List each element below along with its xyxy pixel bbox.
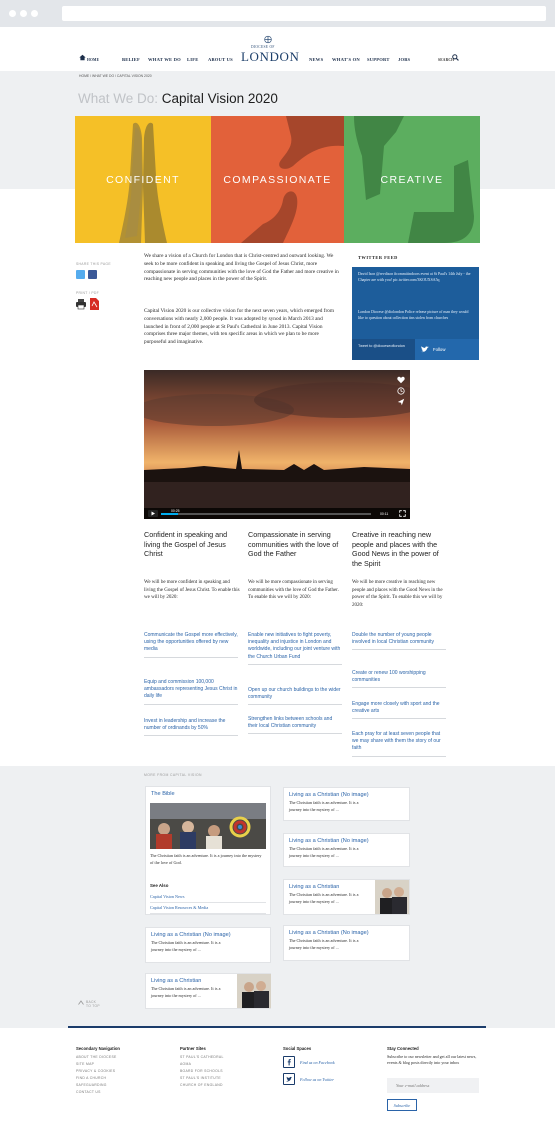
- fullscreen-icon[interactable]: [399, 510, 406, 517]
- intro-paragraph: We share a vision of a Church for London that is Christ-centred and outward looking. We seek to be more confident in speaking and living the Gospel of Jesus Christ, more compassionate in serving communities with the love of God the Father and more creative in reaching new people and places in the power of the Spirit.: [144, 253, 339, 283]
- column-title-confident: Confident in speaking and living the Gospel of Jesus Christ: [144, 530, 228, 559]
- window-dot: [20, 10, 27, 17]
- panel-label-confident: CONFIDENT: [106, 174, 180, 186]
- card-text: The Christian faith is an adventure. It is a journey into the mystery of ...: [289, 938, 359, 950]
- column-link[interactable]: Create or renew 100 worshipping communities: [352, 670, 446, 688]
- facebook-link[interactable]: Find us on Facebook: [300, 1060, 335, 1065]
- card-title[interactable]: Living as a Christian (No image): [289, 930, 369, 936]
- site-header: [0, 27, 555, 71]
- column-link[interactable]: Open up our church buildings to the wider community: [248, 687, 342, 705]
- panel-label-creative: CREATIVE: [380, 174, 444, 186]
- back-to-top-line: BACK: [86, 1000, 97, 1004]
- sunset-video-thumbnail: [144, 370, 410, 519]
- column-lead: We will be more compassionate in serving communities with the love of God the Father. To enable this we will by 2020:: [248, 580, 339, 601]
- like-icon[interactable]: [397, 376, 405, 384]
- play-icon[interactable]: [148, 510, 158, 517]
- footer-link[interactable]: FIND A CHURCH: [76, 1076, 107, 1080]
- card-text: The Christian faith is an adventure. It is a journey into the mystery of ...: [289, 800, 359, 812]
- footer-partner-title: Partner Sites: [180, 1046, 206, 1051]
- window-dot: [31, 10, 38, 17]
- card-text: The Christian faith is an adventure. It is a journey into the mystery of the love of God.: [150, 853, 262, 865]
- nav-home[interactable]: HOME: [87, 58, 100, 62]
- see-also-heading: See Also: [150, 883, 169, 888]
- tweet[interactable]: David Ison @revdison #commitindoors event at St Paul's 14th July - the Chapter are with you! pic.twitter.com/3KOUXSA5q: [358, 272, 471, 282]
- page-title-main: Capital Vision 2020: [161, 91, 278, 106]
- column-link[interactable]: Enable new initiatives to fight poverty, inequality and injustice in London and worldwide, including our joint venture with the Church Urban Fund: [248, 632, 342, 665]
- card-title[interactable]: Living as a Christian (No image): [289, 838, 369, 844]
- search-label[interactable]: SEARCH: [438, 58, 455, 62]
- back-to-top-link[interactable]: [86, 1000, 100, 1009]
- video-time: 00:25: [171, 509, 180, 513]
- clergy-photo: [237, 974, 271, 1008]
- tweet-to-button[interactable]: [352, 339, 415, 360]
- tweet[interactable]: London Diocese @diolondon Police release picture of man they would like to question about collection tins stolen from churches: [358, 310, 469, 320]
- logo-subtitle: DIOCESE OF: [251, 45, 275, 49]
- newsletter-description: Subscribe to our newsletter and get all our latest news, events & blog posts directly into your inbox: [387, 1054, 477, 1065]
- subscribe-button[interactable]: Subscribe: [387, 1099, 417, 1111]
- footer-link[interactable]: SITE MAP: [76, 1062, 95, 1066]
- nav-what-we-do[interactable]: WHAT WE DO: [148, 57, 181, 62]
- footer-link[interactable]: ST PAUL'S INSTITUTE: [180, 1076, 221, 1080]
- footer-link[interactable]: ST PAUL'S CATHEDRAL: [180, 1055, 224, 1059]
- panel-label-compassionate: COMPASSIONATE: [223, 174, 332, 186]
- footer-secondary-title: Secondary Navigation: [76, 1046, 120, 1051]
- card-text: The Christian faith is an adventure. It is a journey into the mystery of ...: [289, 892, 359, 904]
- video-player[interactable]: [144, 370, 410, 519]
- congregation-photo: [150, 803, 266, 849]
- card-text: The Christian faith is an adventure. It is a journey into the mystery of ...: [151, 986, 221, 998]
- column-link[interactable]: Invest in leadership and increase the number of ordinands by 50%: [144, 718, 238, 736]
- facebook-icon[interactable]: [283, 1056, 295, 1068]
- panel-confident[interactable]: [75, 116, 211, 243]
- nav-whats-on[interactable]: WHAT'S ON: [332, 57, 360, 62]
- panel-creative[interactable]: [344, 116, 480, 243]
- footer-divider: [68, 1026, 486, 1028]
- twitter-follow-button[interactable]: [415, 339, 479, 360]
- footer-link[interactable]: CONTACT US: [76, 1090, 101, 1094]
- share-label: SHARE THIS PAGE: [76, 262, 111, 266]
- up-arrow-icon[interactable]: [78, 1000, 84, 1005]
- column-lead: We will be more confident in speaking and living the Gospel of Jesus Christ. To enable this we will by 2020:: [144, 580, 240, 601]
- more-heading: MORE FROM CAPITAL VISION: [144, 773, 202, 777]
- column-link[interactable]: Double the number of young people involved in local Christian community: [352, 632, 446, 650]
- card-title[interactable]: Living as a Christian (No image): [289, 792, 369, 798]
- video-progress-fill: [161, 513, 178, 515]
- pdf-icon[interactable]: [89, 298, 100, 310]
- card-text: The Christian faith is an adventure. It is a journey into the mystery of ...: [289, 846, 359, 858]
- column-lead: We will be more creative in reaching new people and places with the Good News in the power of the Spirit. To enable this we will by 2020:: [352, 580, 443, 608]
- column-link[interactable]: Communicate the Gospel more effectively, using the opportunities offered by new media: [144, 632, 238, 658]
- more-section: [0, 766, 555, 1028]
- home-icon[interactable]: [79, 54, 86, 61]
- footer-link[interactable]: BOARD FOR SCHOOLS: [180, 1069, 223, 1073]
- card-text: The Christian faith is an adventure. It is a journey into the mystery of ...: [151, 940, 221, 952]
- share-icon[interactable]: [397, 398, 405, 406]
- watch-later-icon[interactable]: [397, 387, 405, 395]
- twitter-share-icon[interactable]: [76, 270, 85, 279]
- video-duration: 00:11: [380, 512, 389, 516]
- browser-chrome: [0, 0, 555, 27]
- card-title[interactable]: Living as a Christian (No image): [151, 932, 231, 938]
- column-link[interactable]: Strengthen links between schools and their local Christian community: [248, 716, 342, 734]
- clergy-photo: [375, 880, 409, 914]
- nav-about-us[interactable]: ABOUT US: [208, 57, 233, 62]
- twitter-icon[interactable]: [283, 1073, 295, 1085]
- print-icon[interactable]: [75, 298, 87, 310]
- footer-link[interactable]: AOMA: [180, 1062, 192, 1066]
- cross-icon: [264, 35, 272, 44]
- back-to-top-line: TO TOP: [86, 1004, 100, 1009]
- twitter-bird-icon: [421, 346, 429, 353]
- nav-jobs[interactable]: JOBS: [398, 57, 411, 62]
- card-title[interactable]: Living as a Christian: [289, 884, 340, 890]
- footer-link[interactable]: SAFEGUARDING: [76, 1083, 107, 1087]
- page-title: [78, 91, 278, 106]
- card-title[interactable]: Living as a Christian: [151, 978, 202, 984]
- print-label: PRINT / PDF: [76, 291, 100, 295]
- footer-link[interactable]: CHURCH OF ENGLAND: [180, 1083, 223, 1087]
- nav-life[interactable]: LIFE: [187, 57, 199, 62]
- panel-compassionate[interactable]: [211, 116, 344, 243]
- nav-support[interactable]: SUPPORT: [367, 57, 390, 62]
- see-also-link[interactable]: Capital Vision News: [150, 894, 266, 903]
- logo[interactable]: LONDON: [241, 49, 300, 64]
- footer-link[interactable]: PRIVACY & COOKIES: [76, 1069, 116, 1073]
- address-bar[interactable]: [62, 6, 546, 21]
- email-field[interactable]: [387, 1078, 479, 1093]
- breadcrumb[interactable]: HOME / WHAT WE DO / CAPITAL VISION 2020: [79, 74, 152, 78]
- column-link[interactable]: Each pray for at least seven people that we may share with them the story of our faith: [352, 731, 446, 757]
- twitter-link[interactable]: Follow us on Twitter: [300, 1077, 334, 1082]
- footer-stay-title: Stay Connected: [387, 1046, 419, 1051]
- column-title-creative: Creative in reaching new people and places with the Good News in the power of the Spirit: [352, 530, 439, 568]
- twitter-feed-title: TWITTER FEED: [358, 255, 398, 260]
- nav-belief[interactable]: BELIEF: [122, 57, 141, 62]
- column-link[interactable]: Engage more closely with sport and the creative arts: [352, 701, 446, 719]
- footer-social-title: Social Spaces: [283, 1046, 312, 1051]
- search-icon[interactable]: [452, 54, 459, 61]
- window-dot: [9, 10, 16, 17]
- facebook-share-icon[interactable]: [88, 270, 97, 279]
- follow-label: Follow: [433, 347, 446, 352]
- column-title-compassionate: Compassionate in serving communities with the love of God the Father: [248, 530, 339, 559]
- see-also-link[interactable]: Capital Vision Resources & Media: [150, 905, 266, 914]
- page-title-prefix: What We Do:: [78, 91, 159, 106]
- nav-news[interactable]: NEWS: [309, 57, 324, 62]
- column-link[interactable]: Equip and commission 100,000 ambassadors representing Jesus Christ in daily life: [144, 679, 238, 705]
- footer-link[interactable]: ABOUT THE DIOCESE: [76, 1055, 117, 1059]
- video-progress-bar[interactable]: [161, 513, 371, 515]
- tweet-to-label: Tweet to @dioceseoflondon: [358, 344, 405, 348]
- intro-paragraph: Capital Vision 2020 is our collective vision for the next seven years, which emerged from conversations with nearly 2,000 people. It was adopted by synod in March 2013 and launched in front of 2,000 people at St Paul's Cathedral in June 2013. Capital Vision comprises three major themes, with ten specific areas in which we plan to be more purposeful and imaginative.: [144, 308, 334, 346]
- card-title[interactable]: The Bible: [151, 791, 175, 797]
